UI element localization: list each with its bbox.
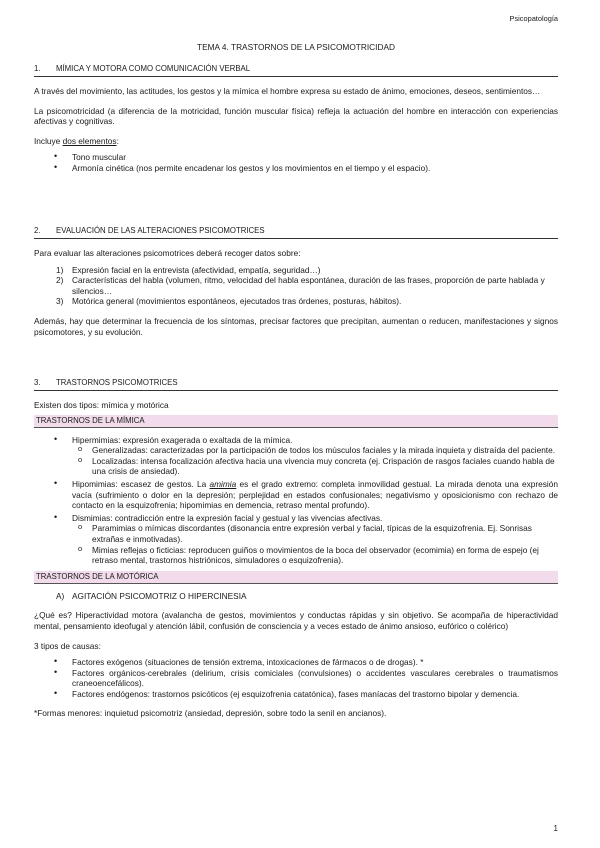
running-header: Psicopatología xyxy=(509,14,558,23)
section-title: EVALUACIÓN DE LAS ALTERACIONES PSICOMOTRICES xyxy=(56,226,265,235)
subsection-a-heading xyxy=(34,591,558,602)
emphasized-text: amimia xyxy=(209,478,237,489)
underlined-text: dos elementos xyxy=(62,135,117,146)
paragraph: A través del movimiento, las actitudes, los gestos y la mímica el hombre expresa su estado de ánimo, emociones, deseos, sentimientos… xyxy=(34,85,541,96)
paragraph: Para evaluar las alteraciones psicomotrices deberá recoger datos sobre: xyxy=(34,247,301,258)
list-item xyxy=(34,479,558,511)
document-page xyxy=(34,0,558,848)
section-title: MÍMICA Y MOTORA COMO COMUNICACIÓN VERBAL xyxy=(56,64,251,73)
paragraph: Además, hay que determinar la frecuencia de los síntomas, precisar factores que precipitan, aumentan o reducen, manifestaciones y signos psicomotores, y su evolución. xyxy=(34,316,558,337)
item-text: Características del habla (volumen, ritmo, velocidad del habla espontánea, duración de las frases, proporción de parte hablada y silencios… xyxy=(72,275,545,296)
item-text: Hipermimias: expresión exagerada o exaltada de la mímica. xyxy=(72,434,293,445)
list-item xyxy=(34,296,558,307)
section-1-heading xyxy=(34,64,558,77)
section-1 xyxy=(34,64,558,174)
bullet-list xyxy=(34,435,558,566)
sub-list xyxy=(78,445,558,477)
section-number: 1. xyxy=(34,64,41,73)
sub-list-item: o Generalizadas: caracterizadas por la participación de todos los músculos faciales y la mirada inquieta y distraída del paciente. xyxy=(78,445,558,456)
text-span: Hipomimias: escasez de gestos. La xyxy=(72,478,210,489)
list-item: • Factores orgánicos-cerebrales (delirium, crisis comiciales (convulsiones) o accidentes vasculares cerebrales o traumatismos craneoencefálicos). xyxy=(34,668,558,689)
sub-list-item: o Mimias reflejas o ficticias: reproducen guiños o movimientos de la boca del observador (ecomimia) en forma de espejo (ej retraso mental, trastornos histriónicos, simuladores o esquizofrenia). xyxy=(78,545,558,566)
section-3 xyxy=(34,378,558,718)
sub-list-item: o Localizadas: intensa focalización afectiva hacia una vivencia muy concreta (ej. Crispación de rasgos faciales cuando habla de una crisis de ansiedad). xyxy=(78,456,558,477)
item-text: Expresión facial en la entrevista (afectividad, empatía, seguridad…) xyxy=(72,264,321,275)
section-number: 3. xyxy=(34,378,41,387)
item-text: Dismimias: contradicción entre la expresión facial y gestual y las vivencias afectivas. xyxy=(72,512,383,523)
sub-list-item: o Paramimias o mímicas discordantes (disonancia entre expresión verbal y facial, típicas de la esquizofrenia. Ej. Sonrisas extrañas e inmotivadas). xyxy=(78,523,558,544)
list-item xyxy=(34,275,558,296)
list-item: • Tono muscular xyxy=(34,152,558,163)
text-span: es el grado extremo: completa inmovilidad gestual. La mirada denota una expresión vacía (sufrimiento o dolor en la depresión; perplejidad en estados confusionales; negativismo y oposicionismo con rechazo de contacto en la esquizofrenia; hipomimias en demencia, retraso mental profundo). xyxy=(72,478,558,511)
subsection-band: TRASTORNOS DE LA MOTÓRICA xyxy=(34,571,558,584)
section-number: 2. xyxy=(34,226,41,235)
list-item: • Factores endógenos: trastornos psicóticos (ej esquizofrenia catatónica), fases maníacas del trastorno bipolar y demencia. xyxy=(34,689,558,700)
section-2-heading xyxy=(34,226,558,239)
text-span: : xyxy=(116,135,119,146)
document-title: TEMA 4. TRASTORNOS DE LA PSICOMOTRICIDAD xyxy=(197,42,395,52)
paragraph: Existen dos tipos: mímica y motórica xyxy=(34,399,169,410)
list-item xyxy=(34,513,558,566)
paragraph xyxy=(34,136,558,147)
paragraph: ¿Qué es? Hiperactividad motora (avalancha de gestos, movimientos y conductas rápidas y sin objetivo. Se acompaña de hiperactividad mental, pensamiento ideofugal y atención lábil, confusión de consciencia y a veces estado de ánimo ansioso, eufórico o colérico) xyxy=(34,610,558,632)
subsection-title: AGITACIÓN PSICOMOTRIZ O HIPERCINESIA xyxy=(72,590,247,601)
list-item: • Factores exógenos (situaciones de tensión extrema, intoxicaciones de fármacos o de drogas). * xyxy=(34,657,558,668)
bullet-list xyxy=(34,657,558,699)
list-item: • Armonía cinética (nos permite encadenar los gestos y los movimientos en el tiempo y el espacio). xyxy=(34,163,558,174)
section-2 xyxy=(34,226,558,337)
numbered-list xyxy=(34,265,558,307)
list-item xyxy=(34,265,558,276)
subsection-letter: A) xyxy=(56,590,65,601)
paragraph: 3 tipos de causas: xyxy=(34,640,101,651)
item-number: 1) xyxy=(56,264,64,275)
item-number: 3) xyxy=(56,296,64,307)
paragraph: La psicomotricidad (a diferencia de la motricidad, función muscular física) refleja la actuación del hombre en interacción con experiencias afectivas y cognitivas. xyxy=(34,105,558,127)
text-span: Incluye xyxy=(34,135,63,146)
footnote: *Formas menores: inquietud psicomotriz (ansiedad, depresión, sobre todo la senil en ancianos). xyxy=(34,707,387,718)
section-3-heading xyxy=(34,378,558,391)
sub-list xyxy=(78,523,558,565)
list-item xyxy=(34,435,558,477)
bullet-list xyxy=(34,152,558,173)
section-title: TRASTORNOS PSICOMOTRICES xyxy=(56,378,178,387)
page-number: 1 xyxy=(553,824,558,833)
item-text: Motórica general (movimientos espontáneos, ejecutados tras órdenes, posturas, hábitos). xyxy=(72,296,402,307)
item-number: 2) xyxy=(56,275,64,286)
subsection-band: TRASTORNOS DE LA MÍMICA xyxy=(34,415,558,428)
